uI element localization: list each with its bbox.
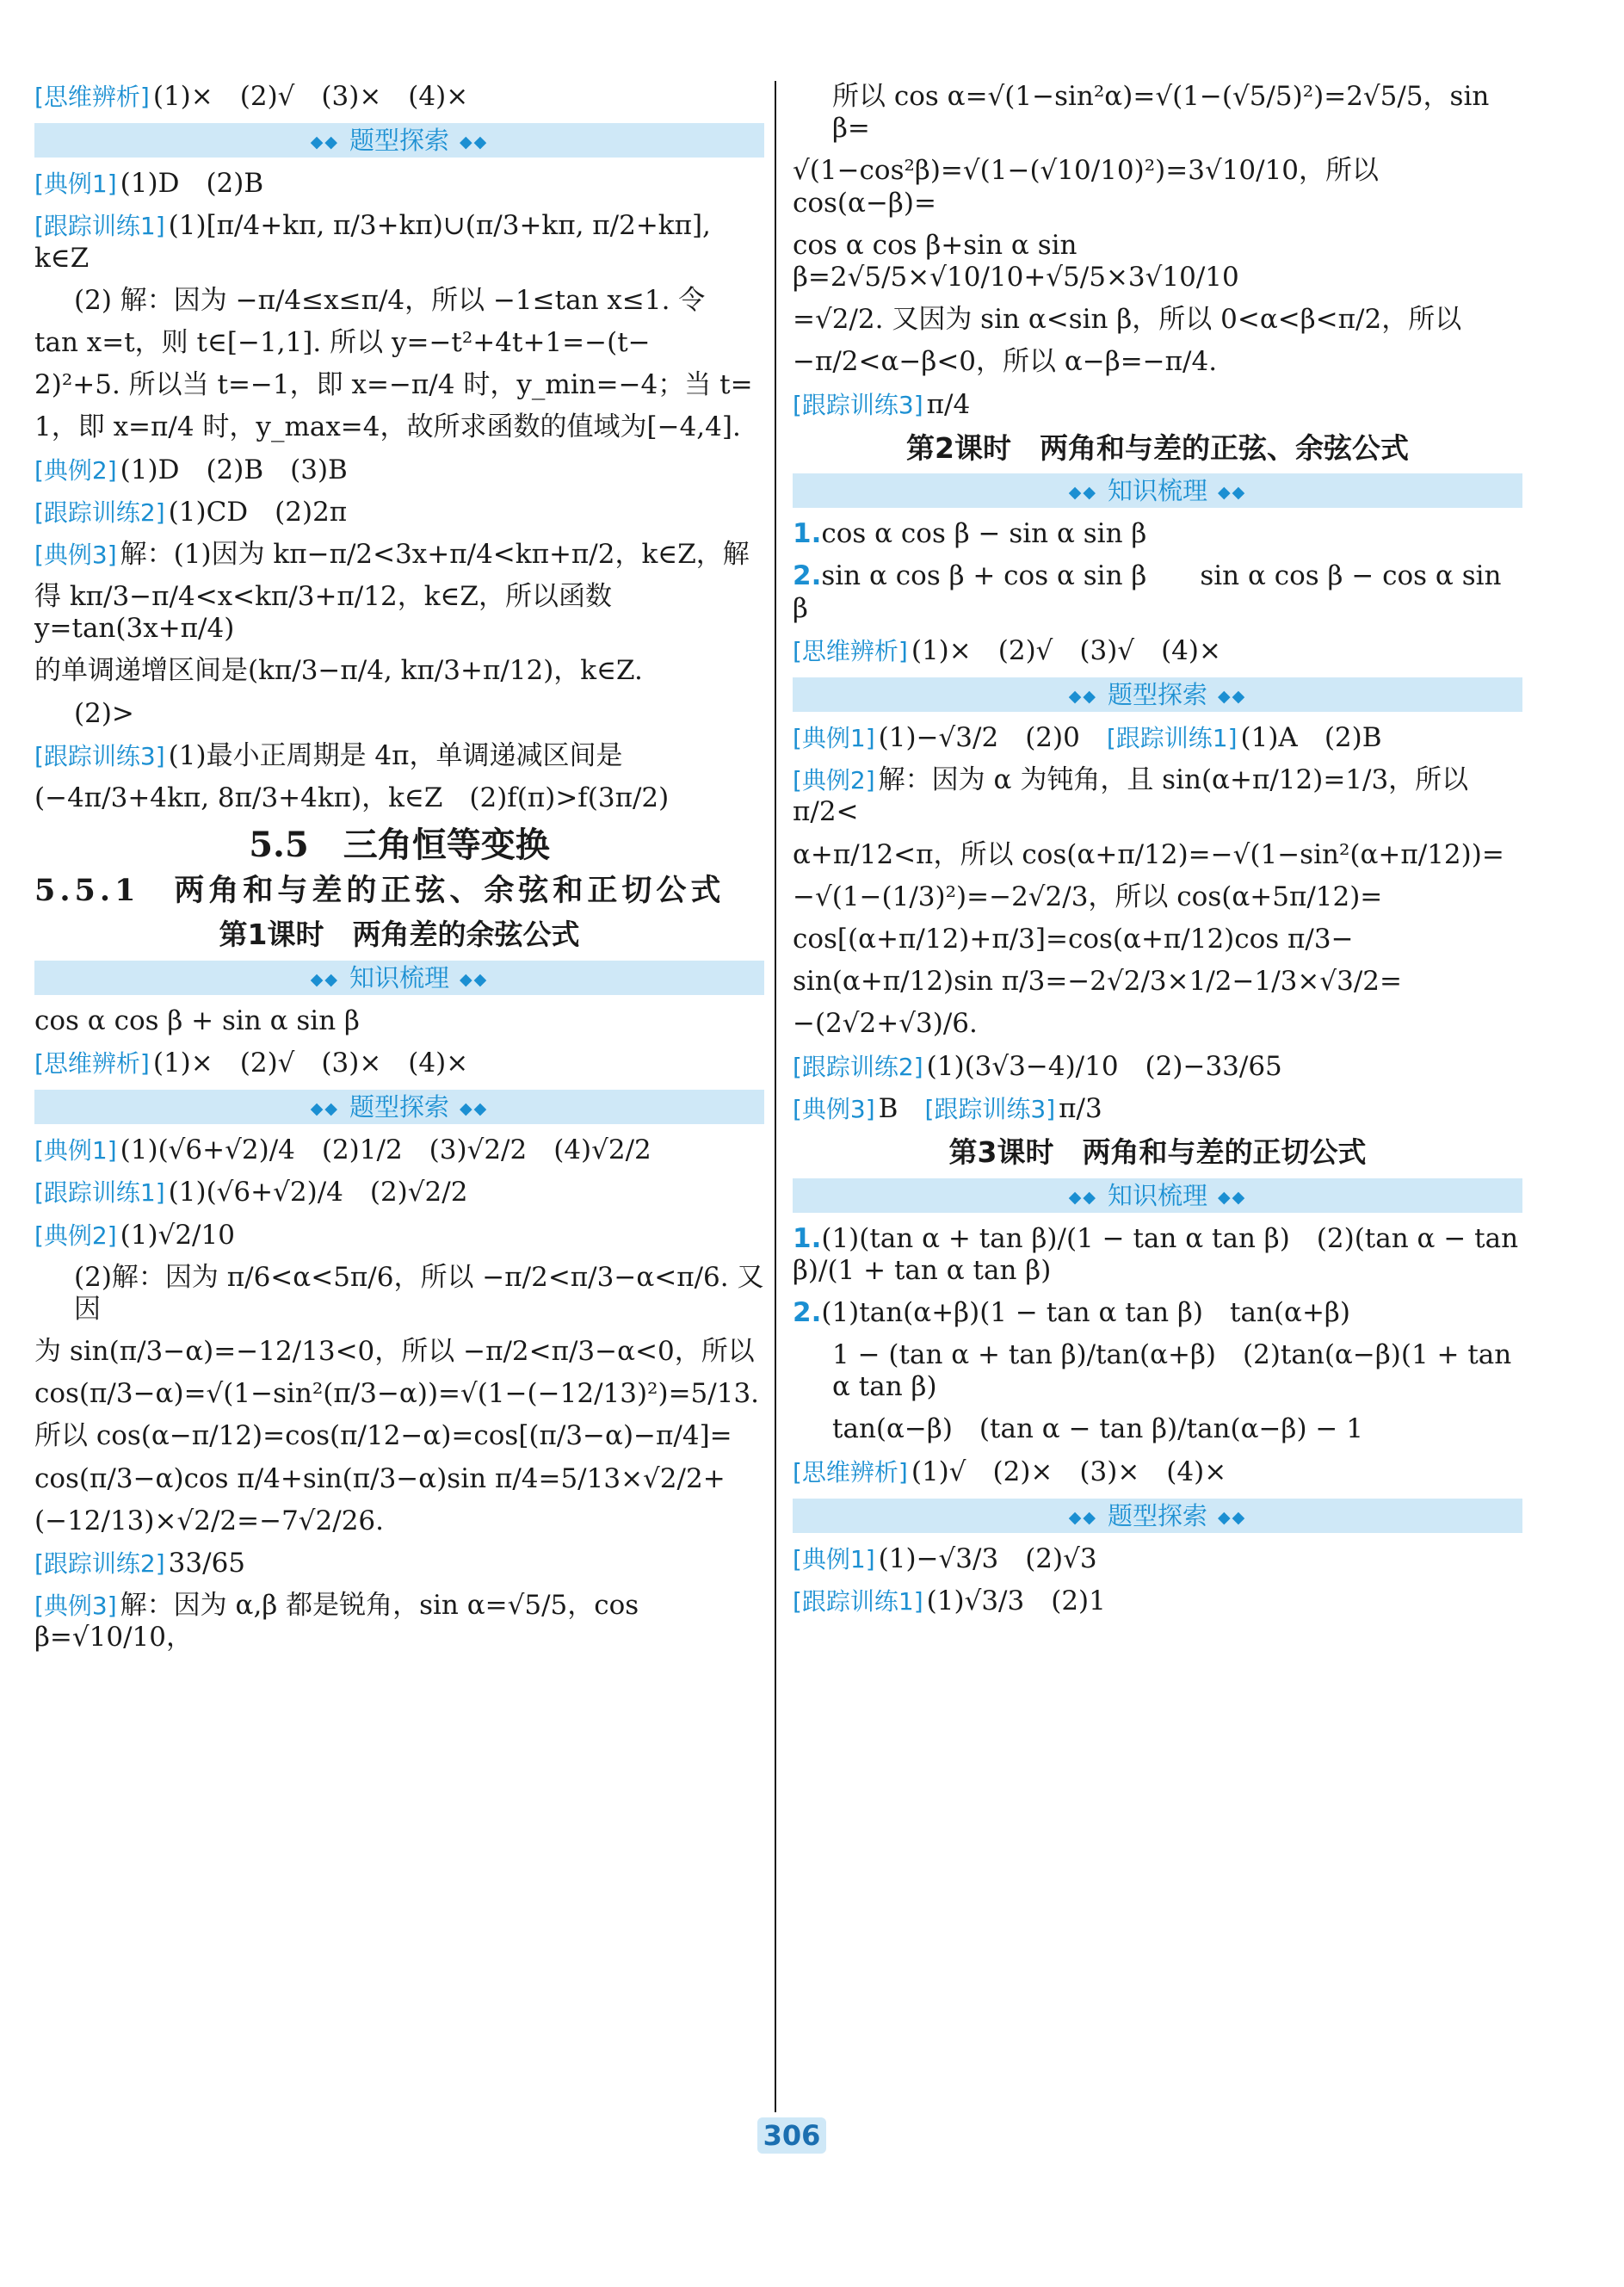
label-tag: [典例3] [34,1592,117,1621]
label-tag: [跟踪训练3] [924,1094,1056,1123]
label-tag: [典例1] [793,1544,875,1573]
label-tag: [跟踪训练2] [793,1052,923,1081]
section-bar [793,677,1522,712]
solution-line: =√2/2. 又因为 sin α<sin β，所以 0<α<β<π/2，所以 [793,304,1462,336]
answer-row [793,1093,1522,1125]
solution-line: 所以 cos α=√(1−sin²α)=√(1−(√5/5)²)=2√5/5，sin β= [832,81,1490,145]
answer-text: π/3 [1059,1092,1102,1124]
answer-row [793,560,1522,624]
answer-row [34,1134,764,1166]
answer-row [34,497,764,528]
answer-text: (1)D (2)B [120,168,264,200]
solution-line: (−12/13)×√2/2=−7√2/26. [34,1505,385,1536]
section-heading: 5.5 三角恒等变换 [249,825,550,866]
label-tag: [典例1] [34,1136,117,1165]
item-number: 2. [793,560,822,592]
section-bar-label: 题型探索 [1107,680,1207,710]
item-number: 1. [793,518,822,550]
dots-icon: ◆◆ [1068,1507,1097,1527]
item-number: 2. [793,1296,822,1328]
answer-text: (1)[π/4+kπ, π/3+kπ)∪(π/3+kπ, π/2+kπ], k∈Z [34,210,711,274]
solution-line: α+π/12<π，所以 cos(α+π/12)=−√(1−sin²(α+π/12))= [793,838,1504,870]
dots-icon: ◆◆ [460,969,489,989]
solution-line: −π/2<α−β<0，所以 α−β=−π/4. [793,346,1218,378]
section-bar [793,473,1522,508]
answer-row [793,1456,1522,1488]
label-tag: [跟踪训练1] [34,1178,165,1208]
lesson-heading: 第3课时 两角和与差的正切公式 [948,1134,1367,1169]
section-bar-label: 知识梳理 [349,962,449,992]
solution-line: cos α cos β+sin α sin β=2√5/5×√10/10+√5/5×3√10/10 [793,229,1239,293]
answer-row [34,1548,764,1579]
solution-line: −(2√2+√3)/6. [793,1008,978,1040]
answer-text: (1)√3/3 (2)1 [926,1585,1106,1616]
section-bar-label: 知识梳理 [1107,476,1207,506]
right-column [793,81,1522,1628]
solution-line: sin(α+π/12)sin π/3=−2√2/3×1/2−1/3×√3/2= [793,966,1402,998]
solution-line: (2) 解：因为 −π/4≤x≤π/4，所以 −1≤tan x≤1. 令 [74,284,706,316]
label-tag: [典例1] [793,724,875,753]
answer-text: (1)√2/10 [120,1219,235,1251]
solution-line: tan x=t，则 t∈[−1,1]. 所以 y=−t²+4t+1=−(t− [34,326,651,358]
solution-line: cos(π/3−α)cos π/4+sin(π/3−α)sin π/4=5/13×√2/2+ [34,1462,726,1494]
answer-row [793,389,1522,421]
section-bar [34,123,764,158]
answer-text: 解：(1)因为 kπ−π/2<3x+π/4<kπ+π/2，k∈Z，解 [120,538,750,570]
answer-row [793,764,1522,828]
answer-row [793,635,1522,667]
label-tag: [典例2] [34,455,117,485]
answer-row [34,1177,764,1208]
answer-row [34,454,764,486]
section-bar-label: 题型探索 [1107,1500,1207,1530]
answer-text: (1)× (2)√ (3)× (4)× [152,81,469,112]
label-tag: [典例3] [793,1094,875,1123]
dots-icon: ◆◆ [1218,1187,1247,1207]
label-tag: [典例2] [34,1221,117,1250]
section-bar-label: 题型探索 [349,126,449,156]
label-tag: [典例3] [34,540,117,569]
solution-line: √(1−cos²β)=√(1−(√10/10)²)=3√10/10，所以 cos(α−β)= [793,155,1380,219]
answer-text: (1)(3√3−4)/10 (2)−33/65 [926,1050,1282,1082]
section-bar-label: 题型探索 [349,1092,449,1122]
answer-row [793,1585,1522,1617]
answer-row [34,1220,764,1252]
dots-icon: ◆◆ [1218,1507,1247,1527]
answer-row [34,1590,764,1653]
answer-row [793,1051,1522,1083]
solution-line: −√(1−(1/3)²)=−2√2/3，所以 cos(α+5π/12)= [793,881,1383,912]
answer-text: (1)tan(α+β)(1 − tan α tan β) tan(α+β) [821,1296,1350,1328]
dots-icon: ◆◆ [1068,1187,1097,1207]
answer-text: (1)(√6+√2)/4 (2)√2/2 [168,1177,468,1208]
dots-icon: ◆◆ [310,133,339,152]
solution-line: 所以 cos(α−π/12)=cos(π/12−α)=cos[(π/3−α)−π/4]= [34,1420,732,1452]
section-bar [793,1178,1522,1213]
dots-icon: ◆◆ [1218,687,1247,707]
answer-text: (1)最小正周期是 4π，单调递减区间是 [168,739,623,771]
label-tag: [跟踪训练3] [793,390,923,419]
solution-line: cos(π/3−α)=√(1−sin²(π/3−α))=√(1−(−12/13)²)=5/13. [34,1378,760,1410]
label-tag: [思维辨析] [34,1048,150,1078]
answer-text: (1)D (2)B (3)B [120,454,348,485]
label-tag: [跟踪训练1] [34,212,165,241]
item-number: 1. [793,1222,822,1254]
answer-text: 33/65 [168,1548,246,1579]
answer-row [34,539,764,571]
dots-icon: ◆◆ [460,133,489,152]
answer-text: (1)(tan α + tan β)/(1 − tan α tan β) (2)(tan α − tan β)/(1 + tan α tan β) [793,1222,1519,1286]
answer-text: (1)−√3/2 (2)0 [878,722,1080,754]
section-bar-label: 知识梳理 [1107,1180,1207,1210]
solution-line: 1 − (tan α + tan β)/tan(α+β) (2)tan(α−β)(1 + tan α tan β) [832,1339,1512,1403]
section-bar [34,1090,764,1124]
answer-row [793,1223,1522,1287]
answer-row [793,1543,1522,1575]
dots-icon: ◆◆ [310,969,339,989]
answer-text: (1)(√6+√2)/4 (2)1/2 (3)√2/2 (4)√2/2 [120,1134,651,1166]
solution-line: cos[(α+π/12)+π/3]=cos(α+π/12)cos π/3− [793,923,1354,955]
answer-text: (1)× (2)√ (3)√ (4)× [911,634,1221,666]
answer-text: (1)CD (2)2π [168,496,348,528]
solution-line: cos α cos β + sin α sin β [34,1004,360,1036]
column-divider [775,81,776,2112]
answer-row [793,722,1522,754]
answer-text: (1)A (2)B [1240,722,1382,754]
solution-line: tan(α−β) (tan α − tan β)/tan(α−β) − 1 [832,1413,1363,1445]
label-tag: [跟踪训练1] [1106,724,1238,753]
answer-row [793,1297,1522,1329]
label-tag: [跟踪训练1] [793,1587,923,1616]
solution-line: 的单调递增区间是(kπ/3−π/4, kπ/3+π/12)，k∈Z. [34,655,643,687]
answer-row [34,168,764,200]
dots-icon: ◆◆ [1068,483,1097,503]
dots-icon: ◆◆ [460,1099,489,1119]
answer-row [34,1048,764,1079]
page-number: 306 [757,2117,826,2154]
section-bar [34,961,764,995]
answer-text: 解：因为 α,β 都是锐角，sin α=√5/5，cos β=√10/10， [34,1590,639,1653]
left-column [34,81,764,1665]
answer-text: (1)−√3/3 (2)√3 [878,1542,1097,1574]
label-tag: [典例1] [34,170,117,199]
lesson-heading: 第2课时 两角和与差的正弦、余弦公式 [906,430,1409,465]
answer-text: B [878,1092,898,1124]
solution-line: (−4π/3+4kπ, 8π/3+4kπ)，k∈Z (2)f(π)>f(3π/2) [34,782,670,813]
answer-text: π/4 [926,388,971,420]
label-tag: [跟踪训练2] [34,1549,165,1579]
solution-line: (2)解：因为 π/6<α<5π/6，所以 −π/2<π/3−α<π/6. 又因 [74,1261,764,1325]
answer-row [34,81,764,113]
lesson-heading: 第1课时 两角差的余弦公式 [219,918,580,952]
answer-text: cos α cos β − sin α sin β [821,518,1147,550]
solution-line: 为 sin(π/3−α)=−12/13<0，所以 −π/2<π/3−α<0，所以 [34,1336,755,1368]
solution-line: (2)> [74,697,134,729]
answer-row [34,210,764,274]
answer-text: (1)× (2)√ (3)× (4)× [152,1047,469,1079]
label-tag: [典例2] [793,766,875,795]
dots-icon: ◆◆ [1068,687,1097,707]
label-tag: [跟踪训练2] [34,498,165,527]
dots-icon: ◆◆ [310,1099,339,1119]
answer-text: (1)√ (2)× (3)× (4)× [911,1456,1227,1487]
section-bar [793,1499,1522,1533]
dots-icon: ◆◆ [1218,483,1247,503]
label-tag: [思维辨析] [793,636,908,665]
solution-line: 2)²+5. 所以当 t=−1，即 x=−π/4 时，y_min=−4；当 t= [34,369,753,401]
answer-text: 解：因为 α 为钝角，且 sin(α+π/12)=1/3，所以 π/2< [793,764,1469,828]
label-tag: [跟踪训练3] [34,741,165,770]
answer-row [34,740,764,772]
solution-line: 得 kπ/3−π/4<x<kπ/3+π/12，k∈Z，所以函数 y=tan(3x+π/4) [34,581,612,645]
solution-line: 1，即 x=π/4 时，y_max=4，故所求函数的值域为[−4,4]. [34,411,741,443]
subsection-heading: 5.5.1 两角和与差的正弦、余弦和正切公式 [34,873,726,909]
label-tag: [思维辨析] [793,1457,908,1487]
answer-row [793,518,1522,550]
answer-text: sin α cos β + cos α sin β sin α cos β − cos α sin β [793,560,1502,624]
label-tag: [思维辨析] [34,83,150,111]
